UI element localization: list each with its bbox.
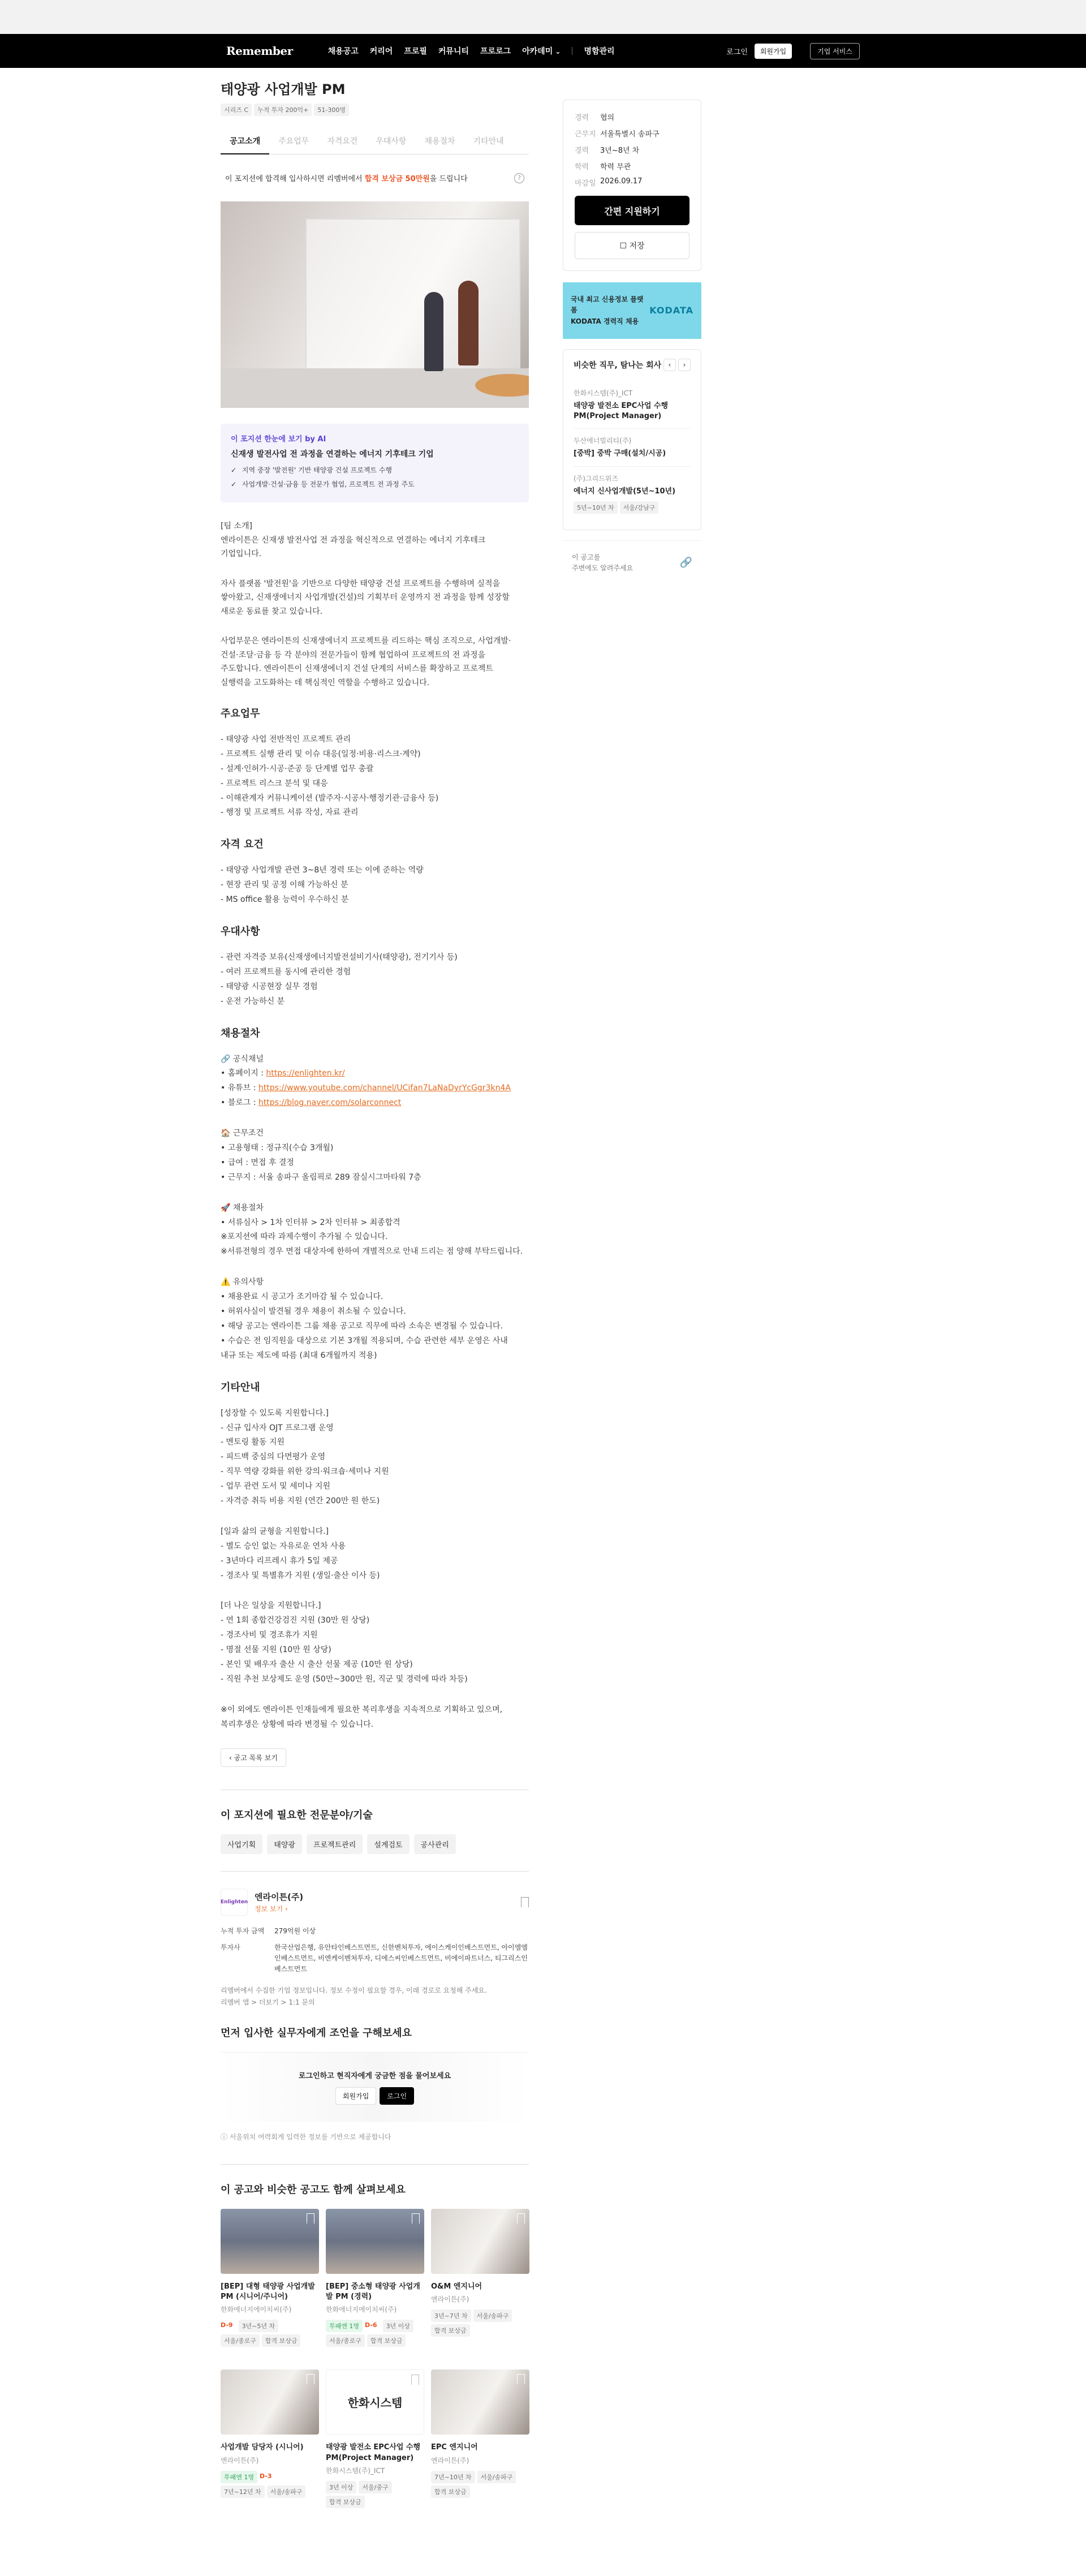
recommend-card[interactable] bbox=[221, 2369, 319, 2508]
bookmark-icon[interactable] bbox=[517, 2213, 525, 2224]
job-tag: 7년~10년 차 bbox=[431, 2471, 475, 2483]
recommend-card[interactable] bbox=[326, 2369, 424, 2508]
summary-row bbox=[575, 111, 689, 122]
cautions: ⚠️ 유의사항 • 채용완료 시 공고가 조기마감 될 수 있습니다. • 허위사실이 발견될 경우 채용이 취소될 수 있습니다. • 해당 공고는 엔라이튼 그룹 채용 공고로 직무에 따라 소속은 변경될 수 있습니다. • 수습은 전 임직원을 대상으로 기본 3개월 적용되며, 수습 관련한 세부 운영은 사내 내규 또는 제도에 따름 (최대 6개월까지 적용) bbox=[221, 1278, 508, 1360]
section-process-title: 채용절차 bbox=[221, 1027, 260, 1039]
locked-cta-text: 로그인하고 현직자에게 궁금한 점을 물어보세요 bbox=[298, 2072, 451, 2081]
main-nav bbox=[328, 45, 615, 57]
section-preferred-title: 우대사항 bbox=[221, 926, 260, 938]
company-info-link[interactable]: 정보 보기 › bbox=[255, 1904, 288, 1913]
similar-company: (주)그리드위즈 bbox=[574, 474, 618, 483]
tab-duties[interactable]: 주요업무 bbox=[278, 137, 309, 146]
ad-brand-logo: KODATA bbox=[649, 305, 693, 316]
locked-section-title: 먼저 입사한 실무자에게 조언을 구해보세요 bbox=[221, 2027, 412, 2040]
chevron-left-icon: ‹ bbox=[229, 1753, 234, 1762]
company-logo: 한화시스템 bbox=[347, 2396, 403, 2410]
nav-card-manage[interactable]: 명함관리 bbox=[584, 47, 615, 56]
company-info-note: 리멤버에서 수집한 기업 정보입니다. 정보 수정이 필요할 경우, 이래 경로로 요청해 주세요. 리멤버 앱 > 더보기 > 1:1 문의 bbox=[221, 1986, 487, 2006]
summary-key: 경력 bbox=[575, 147, 589, 155]
similar-job-item[interactable] bbox=[574, 429, 691, 466]
official-channels: 🔗 공식채널 • 홈페이지 : https://enlighten.kr/ • 유튜브 : https://www.youtube.com/channel/UCifan7LaNaDyrYcGgr3kn4A • 블로그 : https://blog.naver.com/solarconnect bbox=[221, 1054, 511, 1108]
similar-title: 태양광 발전소 EPC사업 수행 PM(Project Manager) bbox=[574, 402, 669, 421]
bookmark-icon[interactable] bbox=[307, 2374, 314, 2384]
back-to-list-button[interactable]: ‹ 공고 목록 보기 bbox=[221, 1748, 286, 1767]
job-tag: 3년 이상 bbox=[326, 2481, 356, 2493]
signup-button[interactable]: 회원가입 bbox=[755, 44, 792, 59]
recommend-title-text: 사업개발 담당자 (시니어) bbox=[221, 2443, 304, 2452]
save-button[interactable]: ☐ 저장 bbox=[575, 232, 689, 259]
summary-value: 학력 무관 bbox=[600, 163, 631, 171]
recommend-grid bbox=[221, 2209, 529, 2508]
tab-intro[interactable]: 공고소개 bbox=[221, 130, 269, 154]
ai-summary-item: ✓ 지역 중장 '발전원' 기반 태양광 건설 프로젝트 수행 bbox=[231, 465, 519, 475]
skill-chip[interactable]: 사업기획 bbox=[221, 1834, 262, 1854]
job-main bbox=[221, 74, 529, 2508]
benefits-note: ※이 외에도 엔라이튼 인재들에게 필요한 복리후생을 지속적으로 기획하고 있으며, 복리후생은 상황에 따라 변경될 수 있습니다. bbox=[221, 1705, 503, 1729]
job-tag: 합격 보상금 bbox=[367, 2334, 406, 2347]
summary-key: 근무지 bbox=[575, 130, 596, 139]
recommend-card[interactable] bbox=[221, 2209, 319, 2347]
hiring-process: 🚀 채용절차 • 서류심사 > 1차 인터뷰 > 2차 인터뷰 > 최종합격 ※포지션에 따라 과제수행이 추가될 수 있습니다. ※서류전형의 경우 면접 대상자에 한하여 개별적으로 안내 드리는 점 양해 부탁드립니다. bbox=[221, 1203, 523, 1257]
summary-row bbox=[575, 144, 689, 155]
company-meta-tags bbox=[221, 104, 529, 116]
team-intro-2: 자사 플랫폼 '발전원'을 기반으로 다양한 태양광 건설 프로젝트를 수행하며 실적을 쌓아왔고, 신재생에너지 사업개발(건설)의 기획부터 운영까지 전 과정을 함께 성장할 새로운 동료를 찾고 있습니다. bbox=[221, 579, 510, 616]
recommend-thumbnail bbox=[431, 2369, 529, 2435]
recommend-company: 한화에너지에이치씨(주) bbox=[221, 2306, 292, 2314]
job-tag: 서울/송파구 bbox=[477, 2471, 516, 2483]
team-intro: [팀 소개] 엔라이튼은 신재생 발전사업 전 과정을 혁신적으로 연결하는 에너지 기후테크 기업입니다. bbox=[221, 522, 486, 558]
summary-key: 마감일 bbox=[575, 179, 596, 188]
job-tag: 서울/송파구 bbox=[473, 2310, 512, 2322]
ai-summary-label: 이 포지션 한눈에 보기 by AI bbox=[231, 435, 326, 444]
recommend-title-text: O&M 엔지니어 bbox=[431, 2282, 482, 2291]
share-text: 이 공고를 주변에도 알려주세요 bbox=[572, 553, 634, 572]
tab-preferred[interactable]: 우대사항 bbox=[376, 137, 407, 146]
similar-job-item[interactable] bbox=[574, 381, 691, 429]
help-icon[interactable]: ? bbox=[514, 173, 524, 183]
job-tag: 서울/강남구 bbox=[620, 501, 659, 514]
skill-chip[interactable]: 설계검토 bbox=[367, 1834, 409, 1854]
section-requirements-title: 자격 요건 bbox=[221, 838, 264, 851]
job-tag: 합격 보상금 bbox=[431, 2324, 470, 2337]
meta-tag: 시리즈 C bbox=[221, 104, 252, 116]
skill-chip[interactable]: 태양광 bbox=[267, 1834, 302, 1854]
recommend-card[interactable] bbox=[431, 2209, 529, 2347]
job-tag: 3년~5년 차 bbox=[239, 2320, 279, 2332]
duties-list: - 태양광 사업 전반적인 프로젝트 관리 - 프로젝트 실행 관리 및 이슈 대응(일정·비용·리스크·계약) - 설계·인허가·시공·준공 등 단계별 업무 총괄 - 프로젝트 리스크 분석 및 대응 - 이해관계자 커뮤니케이션 (발주자·시공사·행정기관·금융사 등) - 행정 및 프로젝트 서류 작성, 자료 관리 bbox=[221, 735, 439, 818]
job-tag: 7년~12년 차 bbox=[221, 2485, 265, 2498]
locked-login-button[interactable]: 로그인 bbox=[380, 2087, 414, 2105]
locked-signup-button[interactable]: 회원가입 bbox=[335, 2087, 376, 2105]
skill-chip[interactable]: 프로젝트관리 bbox=[307, 1834, 363, 1854]
ad-banner[interactable]: 국내 최고 신용정보 플랫폼 KODATA 경력직 채용 KODATA bbox=[563, 282, 701, 339]
corp-service-button[interactable]: 기업 서비스 bbox=[810, 43, 860, 59]
similar-company: 두산에너빌리티(주) bbox=[574, 437, 632, 445]
chevron-left-icon[interactable]: ‹ bbox=[663, 359, 676, 371]
job-tag: D-3 bbox=[260, 2472, 272, 2480]
nav-community[interactable]: 커뮤니티 bbox=[438, 47, 469, 56]
job-tag: 5년~10년 차 bbox=[574, 501, 618, 514]
similar-jobs-title: 비슷한 직무, 탐나는 회사 bbox=[574, 361, 662, 370]
logo[interactable]: Remember bbox=[226, 44, 293, 58]
chevron-right-icon[interactable]: › bbox=[678, 359, 691, 371]
similar-jobs-box bbox=[563, 349, 701, 530]
recommend-thumbnail bbox=[326, 2369, 424, 2435]
company-name: 엔라이튼(주) bbox=[255, 1891, 304, 1902]
recommend-company: 한화시스템(주)_ICT bbox=[326, 2466, 385, 2475]
similar-title: [중박] 중박 구매(설치/시공) bbox=[574, 449, 666, 458]
top-bar bbox=[0, 34, 1086, 68]
job-tag: 서울/중구 bbox=[359, 2481, 391, 2493]
preferred-list: - 관련 자격증 보유(신재생에너지발전설비기사(태양광), 전기기사 등) - 여러 프로젝트를 동시에 관리한 경험 - 태양광 시공현장 실무 경험 - 운전 가능하신 분 bbox=[221, 953, 458, 1006]
requirements-list: - 태양광 사업개발 관련 3~8년 경력 또는 이에 준하는 역량 - 현장 관리 및 공정 이해 가능하신 분 - MS office 활용 능력이 우수하신 분 bbox=[221, 866, 424, 905]
job-tag: 3년~7년 차 bbox=[431, 2310, 471, 2322]
team-intro-3: 사업부문은 엔라이튼의 신재생에너지 프로젝트를 리드하는 핵심 조직으로, 사업개발· 건설·조달·금융 등 각 분야의 전문가들이 함께 협업하여 프로젝트의 전 과정을 주도합니다. 엔라이튼이 신재생에너지 건설 단계의 서비스를 확장하고 프로젝트 실행력을 고도화하는 데 핵심적인 역할을 수행하고 있습니다. bbox=[221, 637, 511, 687]
job-summary-box bbox=[563, 100, 701, 271]
summary-value: 서울특별시 송파구 bbox=[600, 130, 660, 139]
summary-value: 협의 bbox=[600, 114, 615, 122]
ai-summary-title: 신재생 발전사업 전 과정을 연결하는 에너지 기후테크 기업 bbox=[231, 450, 434, 459]
recommend-title: 이 공고와 비슷한 공고도 함께 살펴보세요 bbox=[221, 2184, 406, 2196]
job-tag: D-6 bbox=[365, 2321, 377, 2329]
similar-job-item[interactable] bbox=[574, 467, 691, 521]
nav-jobs[interactable]: 채용공고 bbox=[327, 47, 359, 56]
job-tag: 합격 보상금 bbox=[431, 2485, 470, 2498]
nav-academy[interactable]: 아카데미 ⌄ bbox=[522, 45, 561, 57]
job-tag: 투패엔 1명 bbox=[326, 2320, 363, 2332]
recommend-title-text: [BEP] 중소형 태양광 사업개발 PM (경력) bbox=[326, 2282, 420, 2302]
ai-summary bbox=[221, 424, 529, 502]
recommend-thumbnail bbox=[221, 2369, 319, 2435]
recommend-card[interactable] bbox=[431, 2369, 529, 2508]
homepage-link[interactable]: https://enlighten.kr/ bbox=[266, 1069, 345, 1078]
tab-etc[interactable]: 기타안내 bbox=[473, 137, 504, 146]
job-tag: D-9 bbox=[221, 2321, 233, 2329]
summary-row bbox=[575, 128, 689, 139]
tab-process[interactable]: 채용절차 bbox=[424, 137, 455, 146]
benefits-growth: [성장할 수 있도록 지원합니다.] - 신규 입사자 OJT 프로그램 운영 - 멘토링 활동 지원 - 피드백 중심의 다면평가 운영 - 직무 역량 강화를 위한 강의·워크숍·세미나 지원 - 업무 관련 도서 및 세미나 지원 - 자격증 취득 비용 지원 (연간 200만 원 한도) bbox=[221, 1408, 389, 1506]
recommend-thumbnail bbox=[221, 2209, 319, 2274]
reward-text: 이 포지션에 합격해 입사하시면 리멤버에서 합격 보상금 50만원을 드립니다 bbox=[225, 175, 468, 183]
recommend-title-text: [BEP] 대형 태양광 사업개발 PM (시니어/주니어) bbox=[221, 2282, 315, 2302]
summary-key: 학력 bbox=[575, 163, 589, 171]
company-funding: 누적 투자 금액 279억원 이상 bbox=[221, 1926, 316, 1935]
header-actions bbox=[726, 43, 860, 59]
bookmark-icon: ☐ bbox=[619, 242, 630, 251]
skill-chip[interactable]: 공사관리 bbox=[414, 1834, 456, 1854]
nav-career[interactable]: 커리어 bbox=[369, 47, 393, 56]
work-conditions: 🏠 근무조건 • 고용형태 : 정규직(수습 3개월) • 급여 : 면접 후 결정 • 근무지 : 서울 송파구 올림픽로 289 잠실시그마타워 7층 bbox=[221, 1129, 421, 1182]
recommend-company: 한화에너지에이치씨(주) bbox=[326, 2306, 397, 2314]
locked-info-text: ⓘ 서울위치 여력회게 입력한 정보를 기반으로 제공합니다 bbox=[221, 2133, 391, 2141]
recommend-title-text: 태양광 발전소 EPC사업 수행 PM(Project Manager) bbox=[326, 2443, 421, 2462]
job-title: 태양광 사업개발 PM bbox=[221, 81, 346, 97]
summary-value: 3년~8년 차 bbox=[600, 147, 640, 155]
sidebar bbox=[563, 74, 701, 2508]
recommend-company: 엔라이튼(주) bbox=[431, 2456, 469, 2465]
recommend-title-text: EPC 엔지니어 bbox=[431, 2443, 478, 2452]
meta-tag: 51-300명 bbox=[314, 104, 349, 116]
recommend-card[interactable] bbox=[326, 2209, 424, 2347]
company-card[interactable] bbox=[221, 1889, 529, 1916]
company-logo: Enlighten bbox=[221, 1889, 248, 1916]
job-tag: 합격 보상금 bbox=[326, 2496, 365, 2508]
link-icon[interactable]: 🔗 bbox=[679, 556, 692, 569]
nav-prologue[interactable]: 프로로그 bbox=[480, 47, 511, 56]
bookmark-icon[interactable] bbox=[517, 2374, 525, 2384]
reward-notice bbox=[221, 165, 529, 191]
summary-key: 경력 bbox=[575, 114, 589, 122]
job-tag: 서울/종로구 bbox=[221, 2334, 260, 2347]
summary-row bbox=[575, 161, 689, 171]
job-tag: 서울/종로구 bbox=[326, 2334, 365, 2347]
login-link[interactable]: 로그인 bbox=[726, 48, 748, 57]
job-tag: 서울/송파구 bbox=[267, 2485, 306, 2498]
summary-row bbox=[575, 177, 689, 188]
summary-value: 2026.09.17 bbox=[600, 177, 643, 186]
benefits-life: [더 나은 일상을 지원합니다.] - 연 1회 종합건강검진 지원 (30만 원 상당) - 경조사비 및 경조휴가 지원 - 명절 선물 지원 (10만 원 상당) - 본인 및 배우자 출산 시 출산 선물 제공 (10만 원 상당) - 직원 추천 보상제도 운영 (50만~300만 원, 직군 및 경력에 따라 차등) bbox=[221, 1601, 468, 1684]
job-tabs bbox=[221, 130, 529, 154]
recommend-thumbnail bbox=[431, 2209, 529, 2274]
job-tag: 투패엔 1명 bbox=[221, 2471, 257, 2483]
section-duties-title: 주요업무 bbox=[221, 708, 260, 720]
similar-title: 에너지 신사업개발(5년~10년) bbox=[574, 487, 676, 496]
similar-company: 한화시스템(주)_ICT bbox=[574, 389, 633, 397]
bookmark-icon[interactable] bbox=[307, 2213, 314, 2224]
share-box bbox=[563, 540, 701, 585]
recommend-thumbnail bbox=[326, 2209, 424, 2274]
recommend-company: 엔라이튼(주) bbox=[431, 2295, 469, 2304]
nav-profile[interactable]: 프로필 bbox=[404, 47, 427, 56]
skills-list bbox=[221, 1834, 529, 1854]
meta-tag: 누적 투자 200억+ bbox=[254, 104, 312, 116]
ai-summary-item: ✓ 사업개발·건설·금융 등 전문가 협업, 프로젝트 전 과정 주도 bbox=[231, 479, 519, 489]
youtube-link[interactable]: https://www.youtube.com/channel/UCifan7LaNaDyrYcGgr3kn4A bbox=[258, 1083, 511, 1093]
hero-image bbox=[221, 201, 529, 408]
section-etc-title: 기타안내 bbox=[221, 1381, 260, 1394]
bookmark-icon[interactable] bbox=[411, 2375, 419, 2385]
apply-button[interactable]: 간편 지원하기 bbox=[575, 196, 689, 225]
skills-title: 이 포지션에 필요한 전문분야/기술 bbox=[221, 1809, 373, 1821]
job-tag: 3년 이상 bbox=[383, 2320, 413, 2332]
company-investors: 투자사 한국산업은행, 유안타인베스트먼트, 신한벤처투자, 에이스케이인베스트먼트, 아이엠엠인베스트먼트, 비엔케이벤처투자, 디에스씨인베스트먼트, 비에이파트너스, 티그리스인베스트먼트 bbox=[221, 1943, 528, 1973]
benefits-balance: [일과 삶의 균형을 지원합니다.] - 별도 승인 없는 자유로운 연차 사용 - 3년마다 리프레시 휴가 5일 제공 - 경조사 및 특별휴가 지원 (생일·출산 이사 등) bbox=[221, 1526, 380, 1580]
locked-advice-panel bbox=[221, 2052, 529, 2122]
recommend-company: 엔라이튼(주) bbox=[221, 2456, 259, 2465]
bookmark-icon[interactable] bbox=[412, 2213, 420, 2224]
job-tag: 합격 보상금 bbox=[262, 2334, 301, 2347]
tab-requirements[interactable]: 자격요건 bbox=[327, 137, 358, 146]
bookmark-icon[interactable] bbox=[521, 1897, 529, 1907]
blog-link[interactable]: https://blog.naver.com/solarconnect bbox=[258, 1098, 402, 1108]
